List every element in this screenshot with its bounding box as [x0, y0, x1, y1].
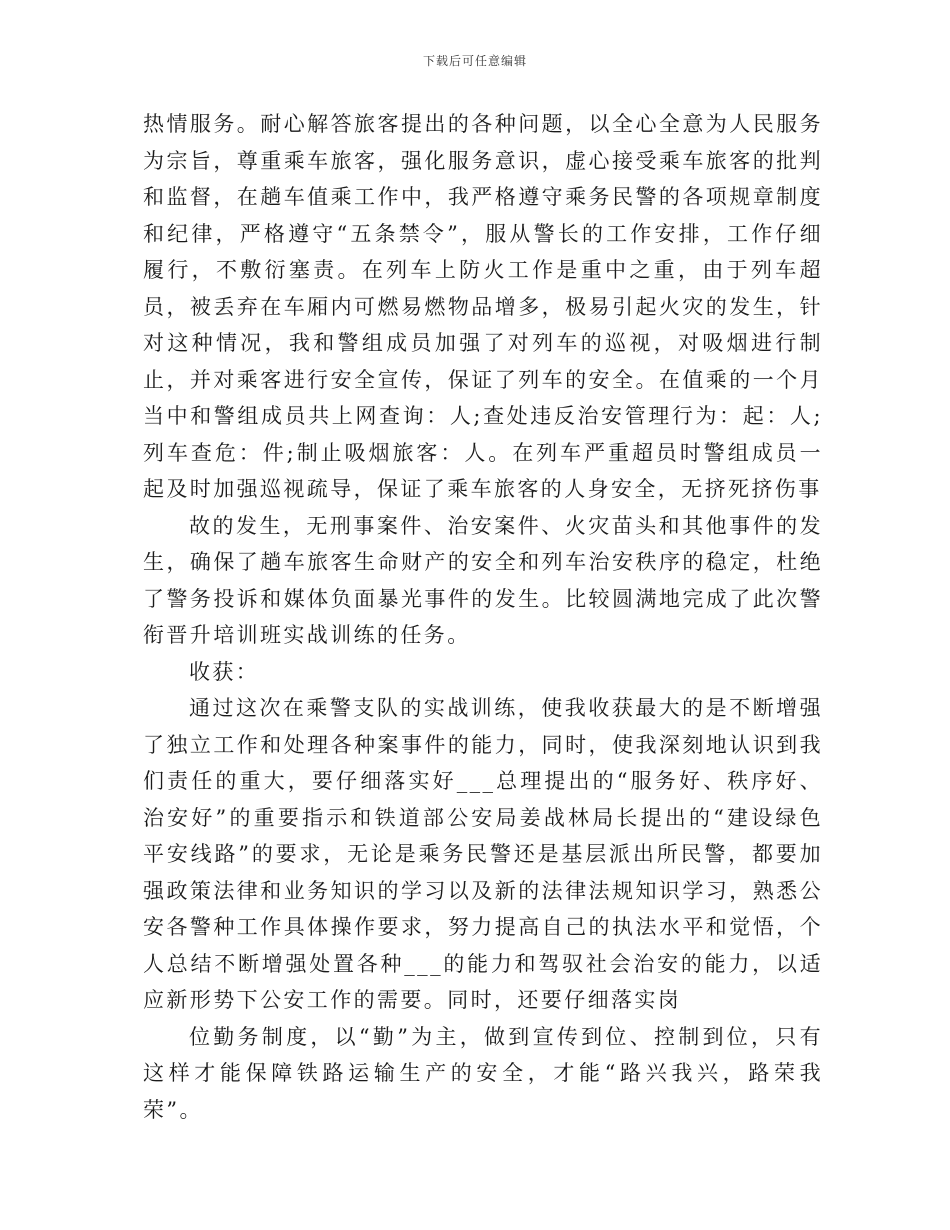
- paragraph-service: 热情服务。耐心解答旅客提出的各种问题，以全心全意为人民服务为宗旨，尊重乘车旅客，强化服务意识，虚心接受乘车旅客的批判和监督，在趟车值乘工作中，我严格遵守乘务民警的各项规章制度和纪律，严格遵守“五条禁令”，服从警长的工作安排，工作仔细履行，不敷衍塞责。在列车上防火工作是重中之重，由于列车超员，被丢弃在车厢内可燃易燃物品增多，极易引起火灾的发生，针对这种情况，我和警组成员加强了对列车的巡视，对吸烟进行制止，并对乘客进行安全宣传，保证了列车的安全。在值乘的一个月当中和警组成员共上网查询：人;查处违反治安管理行为：起：人;列车查危：件;制止吸烟旅客：人。在列车严重超员时警组成员一起及时加强巡视疏导，保证了乘车旅客的人身安全，无挤死挤伤事: [143, 112, 823, 501]
- section-heading-gains: 收获：: [189, 659, 260, 684]
- paragraph-duty-system: 位勤务制度，以“勤”为主，做到宣传到位、控制到位，只有这样才能保障铁路运输生产的安全，才能“路兴我兴，路荣我荣”。: [143, 1024, 823, 1122]
- document-body: [143, 106, 823, 1128]
- paragraph-gains: 通过这次在乘警支队的实战训练，使我收获最大的是不断增强了独立工作和处理各种案事件的能力，同时，使我深刻地认识到我们责任的重大，要仔细落实好___总理提出的“服务好、秩序好、治安好”的重要指示和铁道部公安局姜战林局长提出的“建设绿色平安线路”的要求，无论是乘务民警还是基层派出所民警，都要加强政策法律和业务知识的学习以及新的法律法规知识学习，熟悉公安各警种工作具体操作要求，努力提高自己的执法水平和觉悟，个人总结不断增强处置各种___的能力和驾驭社会治安的能力，以适应新形势下公安工作的需要。同时，还要仔细落实岗: [143, 696, 823, 1012]
- page-header: 下载后可任意编辑: [422, 54, 527, 68]
- paragraph-results: 故的发生，无刑事案件、治安案件、火灾苗头和其他事件的发生，确保了趟车旅客生命财产的安全和列车治安秩序的稳定，杜绝了警务投诉和媒体负面暴光事件的发生。比较圆满地完成了此次警衔晋升培训班实战训练的任务。: [143, 513, 823, 647]
